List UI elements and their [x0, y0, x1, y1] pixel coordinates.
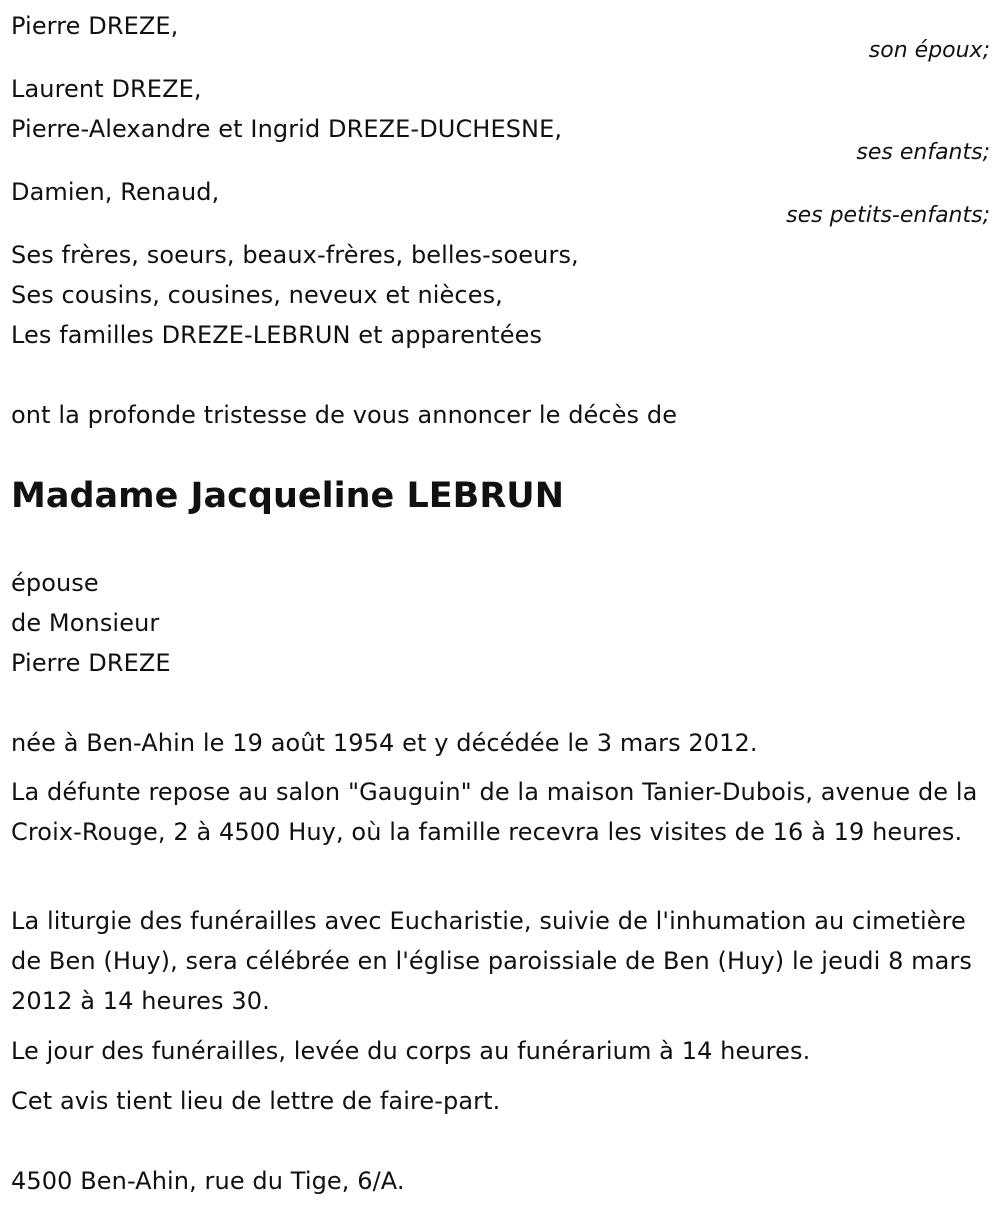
relatives-line-3: Les familles DREZE-LEBRUN et apparentées: [11, 321, 543, 349]
address-text: 4500 Ben-Ahin, rue du Tige, 6/A.: [11, 1167, 405, 1195]
spouse-line-2: de Monsieur: [11, 609, 160, 637]
visitation-paragraph: La défunte repose au salon "Gauguin" de la maison Tanier-Dubois, avenue de la Croix-Rouge, 2 à 4500 Huy, où la famille recevra les visites de 16 à 19 heures.: [11, 778, 978, 846]
child-name-1: Laurent DREZE,: [11, 75, 202, 103]
relatives-line-1: Ses frères, soeurs, beaux-frères, belles-soeurs,: [11, 241, 579, 269]
child-name-2: Pierre-Alexandre et Ingrid DREZE-DUCHESNE,: [11, 115, 563, 143]
birth-death-text: née à Ben-Ahin le 19 août 1954 et y décédée le 3 mars 2012.: [11, 729, 758, 757]
removal-text: Le jour des funérailles, levée du corps au funérarium à 14 heures.: [11, 1037, 811, 1065]
announcement-text: ont la profonde tristesse de vous annoncer le décès de: [11, 401, 678, 429]
children-role: ses enfants;: [856, 140, 990, 165]
husband-role: son époux;: [868, 38, 990, 63]
husband-name: Pierre DREZE,: [11, 12, 179, 40]
liturgy-paragraph: La liturgie des funérailles avec Eucharistie, suivie de l'inhumation au cimetière de Ben (Huy), sera célébrée en l'église paroissiale de Ben (Huy) le jeudi 8 mars 2012 à 14 heures 30.: [11, 907, 973, 1015]
relatives-line-2: Ses cousins, cousines, neveux et nièces,: [11, 281, 503, 309]
grandchildren-role: ses petits-enfants;: [786, 203, 990, 228]
grandchildren-names: Damien, Renaud,: [11, 178, 220, 206]
deceased-name: Madame Jacqueline LEBRUN: [11, 476, 564, 516]
spouse-line-3: Pierre DREZE: [11, 649, 171, 677]
spouse-line-1: épouse: [11, 569, 99, 597]
notice-text: Cet avis tient lieu de lettre de faire-part.: [11, 1087, 501, 1115]
